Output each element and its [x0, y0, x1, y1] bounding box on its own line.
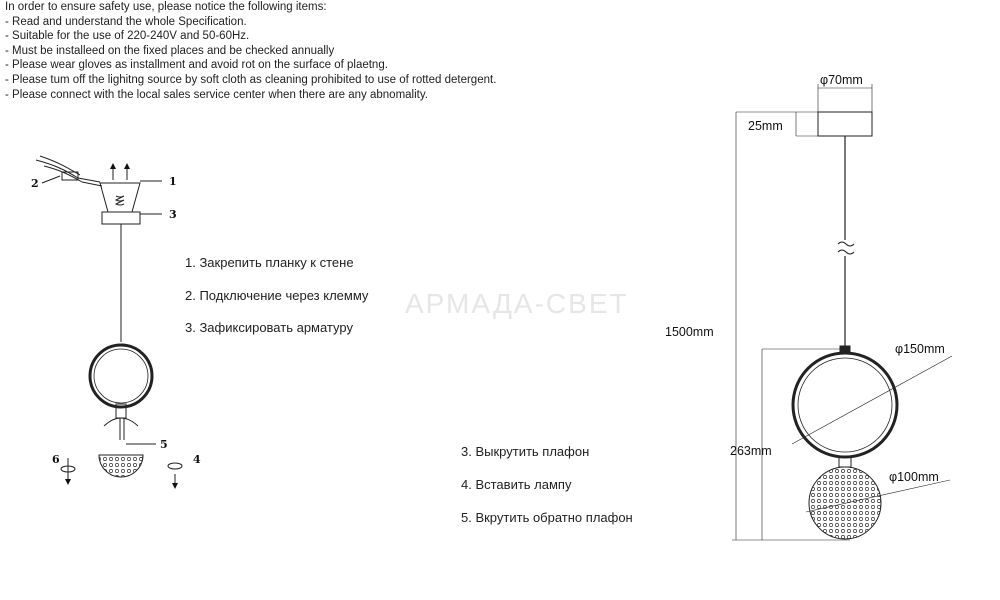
callout-5: 5	[160, 438, 168, 451]
dim-canopy-diameter: φ70mm	[820, 73, 863, 87]
brand-watermark: АРМАДА-СВЕТ	[405, 288, 629, 319]
callout-6: 6	[52, 453, 60, 466]
notice-line: - Read and understand the whole Specification.	[5, 15, 247, 28]
callout-1: 1	[169, 175, 177, 188]
step-item: 4. Вставить лампу	[461, 477, 572, 492]
callout-4: 4	[193, 453, 201, 466]
step-item: 3. Выкрутить плафон	[461, 444, 590, 459]
callout-2: 2	[31, 177, 39, 190]
dim-body-height: 263mm	[730, 444, 772, 458]
dim-shade-diameter: φ100mm	[889, 470, 939, 484]
notice-line: - Please wear gloves as installment and avoid rot on the surface of plaetng.	[5, 59, 388, 72]
notice-line: - Suitable for the use of 220-240V and 50-60Hz.	[5, 30, 250, 43]
notice-line: - Please connect with the local sales service center when there are any abnomality.	[5, 88, 428, 101]
dim-ring-diameter: φ150mm	[895, 342, 945, 356]
notice-line: - Must be installeed on the fixed places and be checked annually	[5, 44, 335, 57]
step-item: 1. Закрепить планку к стене	[185, 255, 354, 270]
dim-total-height: 1500mm	[665, 325, 714, 339]
step-item: 2. Подключение через клемму	[185, 287, 369, 303]
step-item: 3. Зафиксировать арматуру	[185, 320, 353, 335]
callout-3: 3	[169, 208, 177, 221]
step-item: 5. Вкрутить обратно плафон	[461, 510, 633, 525]
dim-canopy-height: 25mm	[748, 119, 783, 133]
notice-line: In order to ensure safety use, please notice the following items:	[5, 1, 327, 13]
notice-line: - Please tum off the lighitng source by soft cloth as cleaning prohibited to use of rotted detergent.	[5, 73, 497, 86]
